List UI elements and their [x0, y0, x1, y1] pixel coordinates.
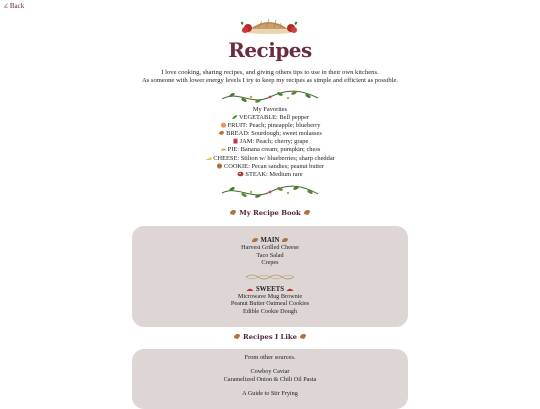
- bread-icon: [281, 237, 289, 243]
- steak-icon: [237, 171, 244, 177]
- cookie-icon: [216, 163, 223, 169]
- pepper-icon: [231, 114, 238, 120]
- vine-divider-icon: [218, 88, 322, 106]
- vine-divider-icon: [218, 183, 322, 201]
- list-item: PIE: Banana cream; pumpkin; chess: [0, 146, 540, 154]
- recipe-link[interactable]: Peanut Butter Oatmeal Cookies: [230, 300, 310, 308]
- bread-icon: [251, 237, 259, 243]
- bread-icon: [233, 333, 241, 340]
- sources-note: From other sources.: [244, 354, 296, 361]
- recipe-link[interactable]: Taco Salad: [256, 251, 284, 259]
- bread-icon: [229, 209, 237, 216]
- main-category-title: MAIN: [132, 237, 408, 244]
- cheese-icon: [205, 155, 212, 161]
- sweets-category-title: SWEETS: [132, 286, 408, 293]
- intro-text: [0, 69, 540, 85]
- recipe-book-title: My Recipe Book: [0, 209, 540, 217]
- intro-line-1: I love cooking, sharing recipes, and giving others tips to use in their own kitchens.: [161, 69, 379, 76]
- recipe-link[interactable]: Caramelized Onion & Chili Oil Pasta: [223, 375, 317, 383]
- recipe-link[interactable]: Cowboy Caviar: [250, 368, 290, 376]
- favorites-list: [0, 106, 540, 179]
- pie-icon: [220, 146, 227, 152]
- pie-basket-header-icon: [236, 15, 302, 35]
- bread-icon: [299, 333, 307, 340]
- flourish-divider-icon: [244, 273, 296, 281]
- back-link[interactable]: [3, 2, 24, 10]
- pie-icon: [246, 286, 254, 292]
- intro-line-2: As someone with lower energy levels I try to keep my recipes as simple and efficient as possible.: [141, 77, 399, 84]
- recipe-link[interactable]: A Guide to Stir Frying: [242, 390, 298, 398]
- page-title: Recipes: [228, 38, 312, 62]
- bread-icon: [303, 209, 311, 216]
- list-item: CHEESE: Stilton w/ blueberries; sharp cheddar: [0, 155, 540, 163]
- list-item: COOKIE: Pecan sandies; peanut butter: [0, 163, 540, 171]
- recipe-link[interactable]: Crepes: [261, 259, 279, 267]
- bread-icon: [218, 130, 225, 136]
- recipe-book-card: [132, 226, 408, 327]
- list-item: VEGETABLE: Bell pepper: [0, 114, 540, 122]
- recipe-link[interactable]: Edible Cookie Dough: [243, 307, 297, 315]
- jam-jar-icon: [232, 138, 239, 144]
- back-arrow-icon: ∠: [3, 2, 9, 10]
- list-item: JAM: Peach; cherry; grape: [0, 138, 540, 146]
- list-item: STEAK: Medium rare: [0, 171, 540, 179]
- recipe-link[interactable]: Microwave Mug Brownie: [237, 293, 303, 301]
- list-item: BREAD: Sourdough; sweet molasses: [0, 130, 540, 138]
- peach-icon: [220, 122, 227, 128]
- recipe-link[interactable]: Harvest Grilled Cheese: [241, 244, 299, 252]
- pie-icon: [286, 286, 294, 292]
- favorites-title: My Favorites: [252, 106, 288, 113]
- back-label: Back: [9, 2, 25, 10]
- recipes-i-like-card: [132, 349, 408, 409]
- recipes-i-like-title: Recipes I Like: [0, 333, 540, 341]
- list-item: FRUIT: Peach; pineapple; blueberry: [0, 122, 540, 130]
